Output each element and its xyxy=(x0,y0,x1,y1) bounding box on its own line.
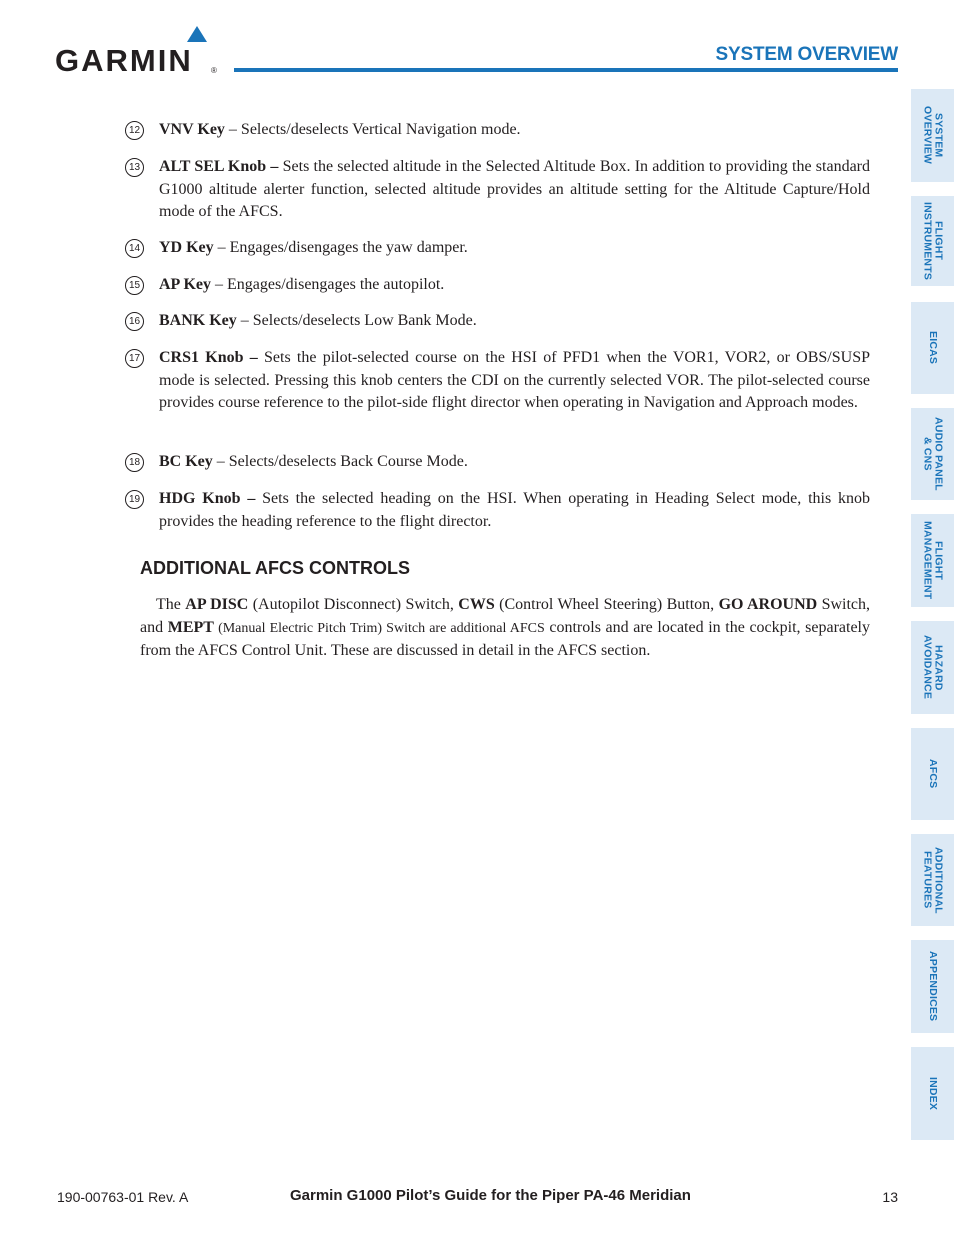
tab-label: ADDITIONAL FEATURES xyxy=(921,846,945,914)
tab-label: FLIGHT INSTRUMENTS xyxy=(921,201,945,281)
para-text: controls and are located in the cockpit, separately from the AFCS Control Unit. These are discussed in detail in the AFCS section. xyxy=(140,618,871,659)
tab-audio-panel-cns[interactable] xyxy=(911,408,954,500)
item-term: YD Key xyxy=(159,239,214,256)
tab-label: INDEX xyxy=(927,1076,939,1111)
tab-label: AFCS xyxy=(927,759,939,789)
section-title: SYSTEM OVERVIEW xyxy=(715,44,898,65)
para-term: MEPT xyxy=(167,618,214,636)
item-number: 16 xyxy=(125,312,144,331)
item-text xyxy=(159,274,870,297)
item-text xyxy=(159,156,870,224)
subsection-heading: ADDITIONAL AFCS CONTROLS xyxy=(140,558,410,578)
tab-label: SYSTEM OVERVIEW xyxy=(921,106,945,165)
para-term: CWS xyxy=(458,596,495,613)
tab-label: APPENDICES xyxy=(927,951,939,1022)
footer-title: Garmin G1000 Pilot’s Guide for the Piper PA-46 Meridian xyxy=(290,1187,691,1204)
item-number: 18 xyxy=(125,453,144,472)
para-text: (Control Wheel Steering) Button, xyxy=(494,596,719,613)
tab-flight-management[interactable] xyxy=(911,514,954,607)
item-text xyxy=(159,310,870,333)
tab-label: EICAS xyxy=(927,331,939,365)
item-description: – Engages/disengages the autopilot. xyxy=(211,276,445,293)
page-number: 13 xyxy=(882,1189,898,1205)
para-term: AP DISC xyxy=(185,596,249,613)
tab-appendices[interactable] xyxy=(911,940,954,1033)
item-number: 17 xyxy=(125,349,144,368)
tab-label: FLIGHT MANAGEMENT xyxy=(921,521,945,600)
para-text: (Manual Electric Pitch Trim) Switch are additional AFCS xyxy=(213,620,545,636)
logo-registered-mark: ® xyxy=(211,66,217,75)
tab-system-overview[interactable] xyxy=(911,89,954,182)
item-description: Sets the selected heading on the HSI. When operating in Heading Select mode, this knob provides the heading reference to the flight director. xyxy=(159,490,871,530)
item-text xyxy=(159,237,870,260)
item-number: 13 xyxy=(125,158,144,177)
list-item xyxy=(125,451,870,474)
logo-text: GARMIN xyxy=(55,43,193,78)
item-text xyxy=(159,451,870,474)
item-number: 14 xyxy=(125,239,144,258)
item-term: ALT SEL Knob – xyxy=(159,158,279,175)
list-item xyxy=(125,237,870,260)
tab-label: AUDIO PANEL & CNS xyxy=(921,417,945,491)
item-description: Sets the pilot-selected course on the HSI of PFD1 when the VOR1, VOR2, or OBS/SUSP mode is selected. Pressing this knob centers the CDI on the currently selected VOR. The pilot-selected course provides course reference to the pilot-side flight director when operating in Navigation and Approach modes. xyxy=(159,349,870,411)
item-term: VNV Key xyxy=(159,121,225,138)
item-description: – Selects/deselects Vertical Navigation mode. xyxy=(224,121,521,138)
item-text xyxy=(159,347,870,415)
item-number: 12 xyxy=(125,121,144,140)
para-text: (Autopilot Disconnect) Switch, xyxy=(248,596,459,613)
para-term: GO AROUND xyxy=(718,596,818,613)
tab-eicas[interactable] xyxy=(911,302,954,394)
item-description: Sets the selected altitude in the Selected Altitude Box. In addition to providing the standard G1000 altitude alerter function, selected altitude provides an altitude setting for the Altitude Capture/Hold mode of the AFCS. xyxy=(159,158,870,220)
item-term: BANK Key xyxy=(159,312,237,329)
garmin-delta-icon xyxy=(187,26,207,42)
item-term: AP Key xyxy=(159,276,211,293)
item-term: HDG Knob – xyxy=(159,490,256,507)
item-text xyxy=(159,119,870,142)
para-text: Switch, and xyxy=(140,596,871,636)
item-description: – Selects/deselects Low Bank Mode. xyxy=(236,312,477,329)
additional-controls-paragraph xyxy=(140,594,870,663)
item-number: 15 xyxy=(125,276,144,295)
garmin-logo xyxy=(55,26,221,76)
list-item xyxy=(125,488,870,533)
list-item xyxy=(125,119,870,142)
list-item xyxy=(125,156,870,224)
item-term: CRS1 Knob – xyxy=(159,349,258,366)
item-number: 19 xyxy=(125,490,144,509)
section-tabs xyxy=(911,0,954,1235)
tab-afcs[interactable] xyxy=(911,728,954,820)
list-item xyxy=(125,310,870,333)
item-description: – Engages/disengages the yaw damper. xyxy=(213,239,468,256)
item-term: BC Key xyxy=(159,453,213,470)
tab-label: HAZARD AVOIDANCE xyxy=(921,635,945,700)
tab-index[interactable] xyxy=(911,1047,954,1140)
list-item xyxy=(125,347,870,415)
tab-hazard-avoidance[interactable] xyxy=(911,621,954,714)
tab-flight-instruments[interactable] xyxy=(911,196,954,286)
item-description: – Selects/deselects Back Course Mode. xyxy=(212,453,468,470)
item-text xyxy=(159,488,870,533)
header-rule xyxy=(234,68,898,72)
para-text: The xyxy=(156,596,186,613)
list-item xyxy=(125,274,870,297)
tab-additional-features[interactable] xyxy=(911,834,954,926)
document-number: 190-00763-01 Rev. A xyxy=(57,1189,189,1205)
